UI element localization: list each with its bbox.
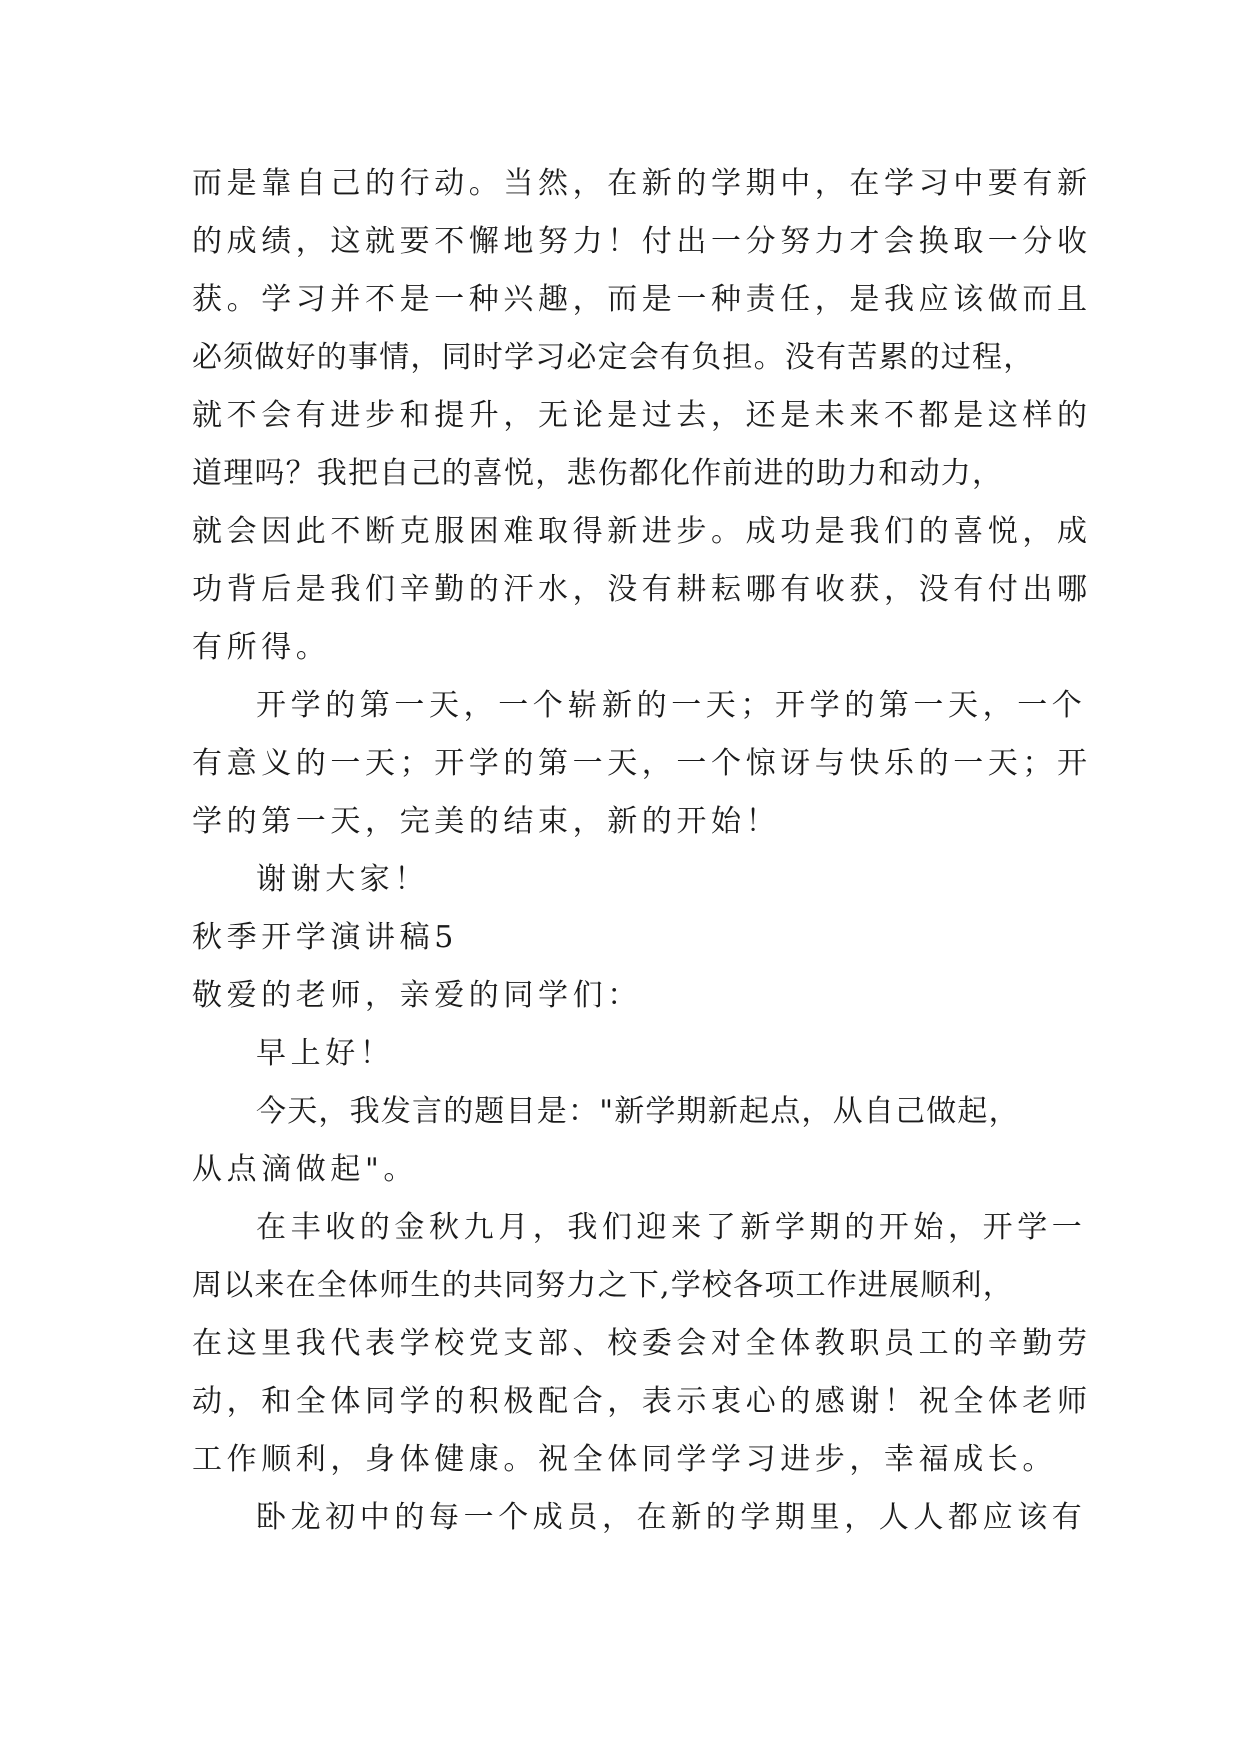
paragraph-line: 动，和全体同学的积极配合，表示衷心的感谢！祝全体老师 — [192, 1384, 1092, 1419]
salutation: 敬爱的老师，亲爱的同学们： — [192, 978, 642, 1013]
paragraph-line: 必须做好的事情，同时学习必定会有负担。没有苦累的过程， — [192, 340, 1035, 375]
paragraph-line: 学的第一天，完美的结束，新的开始！ — [192, 804, 781, 839]
paragraph-line: 获。学习并不是一种兴趣，而是一种责任，是我应该做而且 — [192, 282, 1092, 317]
paragraph-line: 功背后是我们辛勤的汗水，没有耕耘哪有收获，没有付出哪 — [192, 572, 1092, 607]
paragraph-line: 从点滴做起"。 — [192, 1152, 418, 1187]
paragraph-line: 工作顺利，身体健康。祝全体同学学习进步，幸福成长。 — [192, 1442, 1057, 1477]
paragraph-line: 就会因此不断克服困难取得新进步。成功是我们的喜悦，成 — [192, 514, 1092, 549]
paragraph-line: 开学的第一天，一个崭新的一天；开学的第一天，一个 — [256, 688, 1087, 723]
paragraph-line: 有所得。 — [192, 630, 331, 665]
section-heading: 秋季开学演讲稿5 — [192, 920, 458, 955]
paragraph-line: 在这里我代表学校党支部、校委会对全体教职员工的辛勤劳 — [192, 1326, 1092, 1361]
paragraph-line: 卧龙初中的每一个成员，在新的学期里，人人都应该有 — [256, 1500, 1087, 1535]
paragraph-line: 今天，我发言的题目是："新学期新起点，从自己做起， — [256, 1094, 1020, 1129]
paragraph-line: 有意义的一天；开学的第一天，一个惊讶与快乐的一天；开 — [192, 746, 1092, 781]
paragraph-line: 就不会有进步和提升，无论是过去，还是未来不都是这样的 — [192, 398, 1092, 433]
paragraph-line: 的成绩，这就要不懈地努力！付出一分努力才会换取一分收 — [192, 224, 1092, 259]
paragraph-line: 在丰收的金秋九月，我们迎来了新学期的开始，开学一 — [256, 1210, 1087, 1245]
closing-line: 谢谢大家！ — [256, 862, 429, 897]
paragraph-line: 道理吗？我把自己的喜悦，悲伤都化作前进的助力和动力， — [192, 456, 1004, 491]
paragraph-line: 周以来在全体师生的共同努力之下,学校各项工作进展顺利， — [192, 1268, 1014, 1303]
paragraph-line: 而是靠自己的行动。当然，在新的学期中，在学习中要有新 — [192, 166, 1092, 201]
greeting: 早上好！ — [256, 1036, 395, 1071]
